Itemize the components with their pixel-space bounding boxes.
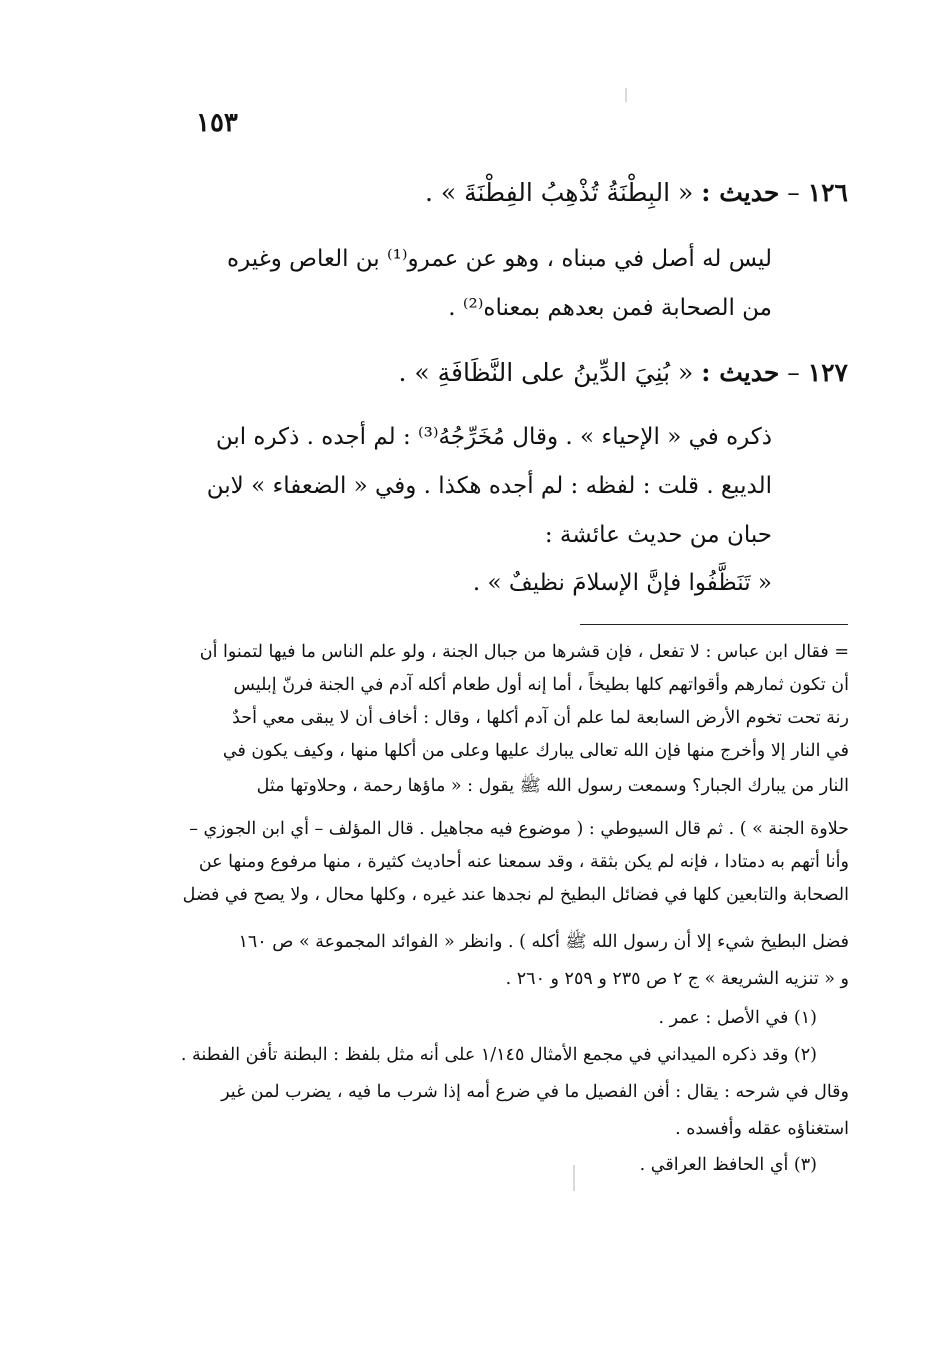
hadith-number: ١٢٧ (807, 358, 848, 387)
hadith-text: « بُنِيَ الدِّينُ على النَّظَافَةِ » . (398, 358, 694, 387)
hadith-keyword: حديث : (701, 178, 780, 207)
footnote-line: الصحابة والتابعين كلها في فضائل البطيخ لم نجدها عند غيره ، وكلها محال ، ولا يصح في فضل (182, 885, 849, 905)
footnote-line: = فقال ابن عباس : لا تفعل ، فإن قشرها من جبال الجنة ، ولو علم الناس ما فيها لتمنوا أن (199, 642, 849, 662)
body-line: « تَنَظَّفُوا فإنَّ الإسلامَ نظيفٌ » . (472, 570, 772, 596)
hadith-text: « البِطْنَةُ تُذْهِبُ الفِطْنَةَ » . (425, 178, 694, 207)
hadith-dash: – (787, 178, 800, 207)
scan-speck (573, 1165, 575, 1191)
footnote-separator (580, 624, 848, 625)
footnote-line: و « تنزيه الشريعة » ج ٢ ص ٢٣٥ و ٢٥٩ و ٢٦٠ . (505, 969, 849, 989)
footnote-2: (٢) وقد ذكره الميداني في مجمع الأمثال ١/١٤٥ على أنه مثل بلفظ : البطنة تأفن الفطنة . (180, 1045, 817, 1065)
footnote-line: وأنا أتهم به دمتادا ، فإنه لم يكن بثقة ، وقد سمعنا عنه أحاديث كثيرة ، منها مرفوع ومنها عن (198, 852, 849, 872)
footnote-line: أن تكون ثمارهم وأقواتهم كلها بطيخاً ، أما إنه أول طعام أكله آدم في الجنة فرنّ إبليس (233, 675, 849, 695)
hadith-number: ١٢٦ (807, 178, 848, 207)
hadith-127-heading (398, 358, 848, 387)
body-line: ذكره في « الإحياء » . وقال مُخَرِّجُهُ⁽³⁾ : لم أجده . ذكره ابن (215, 424, 772, 450)
body-line: من الصحابة فمن بعدهم بمعناه⁽²⁾ . (448, 295, 772, 321)
body-line: ليس له أصل في مبناه ، وهو عن عمرو⁽¹⁾ بن العاص وغيره (227, 246, 772, 272)
hadith-dash: – (787, 358, 800, 387)
footnote-line: وقال في شرحه : يقال : أفن الفصيل ما في ضرع أمه إذا شرب ما فيه ، يضرب لمن غير (221, 1082, 849, 1102)
footnote-line: استغناؤه عقله وأفسده . (675, 1119, 849, 1139)
scan-speck (625, 88, 627, 102)
footnote-line: فضل البطيخ شيء إلا أن رسول الله ﷺ أكله ) . وانظر « الفوائد المجموعة » ص ١٦٠ (238, 932, 849, 952)
footnote-line: رنة تحت تخوم الأرض السابعة لما علم أن آدم أكلها ، وقال : أخاف أن لا يبقى معي أحدٌ (232, 708, 849, 728)
hadith-126-heading (425, 178, 848, 207)
body-line: حبان من حديث عائشة : (544, 522, 772, 548)
body-line: الديبع . قلت : لفظه : لم أجده هكذا . وفي « الضعفاء » لابن (206, 473, 772, 499)
footnote-3: (٣) أي الحافظ العراقي . (639, 1155, 817, 1175)
hadith-keyword: حديث : (701, 358, 780, 387)
footnote-line: حلاوة الجنة » ) . ثم قال السيوطي : ( موضوع فيه مجاهيل . قال المؤلف – أي ابن الجوزي – (189, 819, 849, 839)
footnote-line: النار من يبارك الجبار؟ وسمعت رسول الله ﷺ يقول : « ماؤها رحمة ، وحلاوتها مثل (256, 776, 849, 796)
footnote-line: في النار إلا وأخرج منها فإن الله تعالى يبارك عليها وعلى من أكلها منها ، وكيف يكون في (222, 741, 849, 761)
footnote-1: (١) في الأصل : عمر . (658, 1008, 817, 1028)
page-number: ١٥٣ (196, 108, 238, 138)
